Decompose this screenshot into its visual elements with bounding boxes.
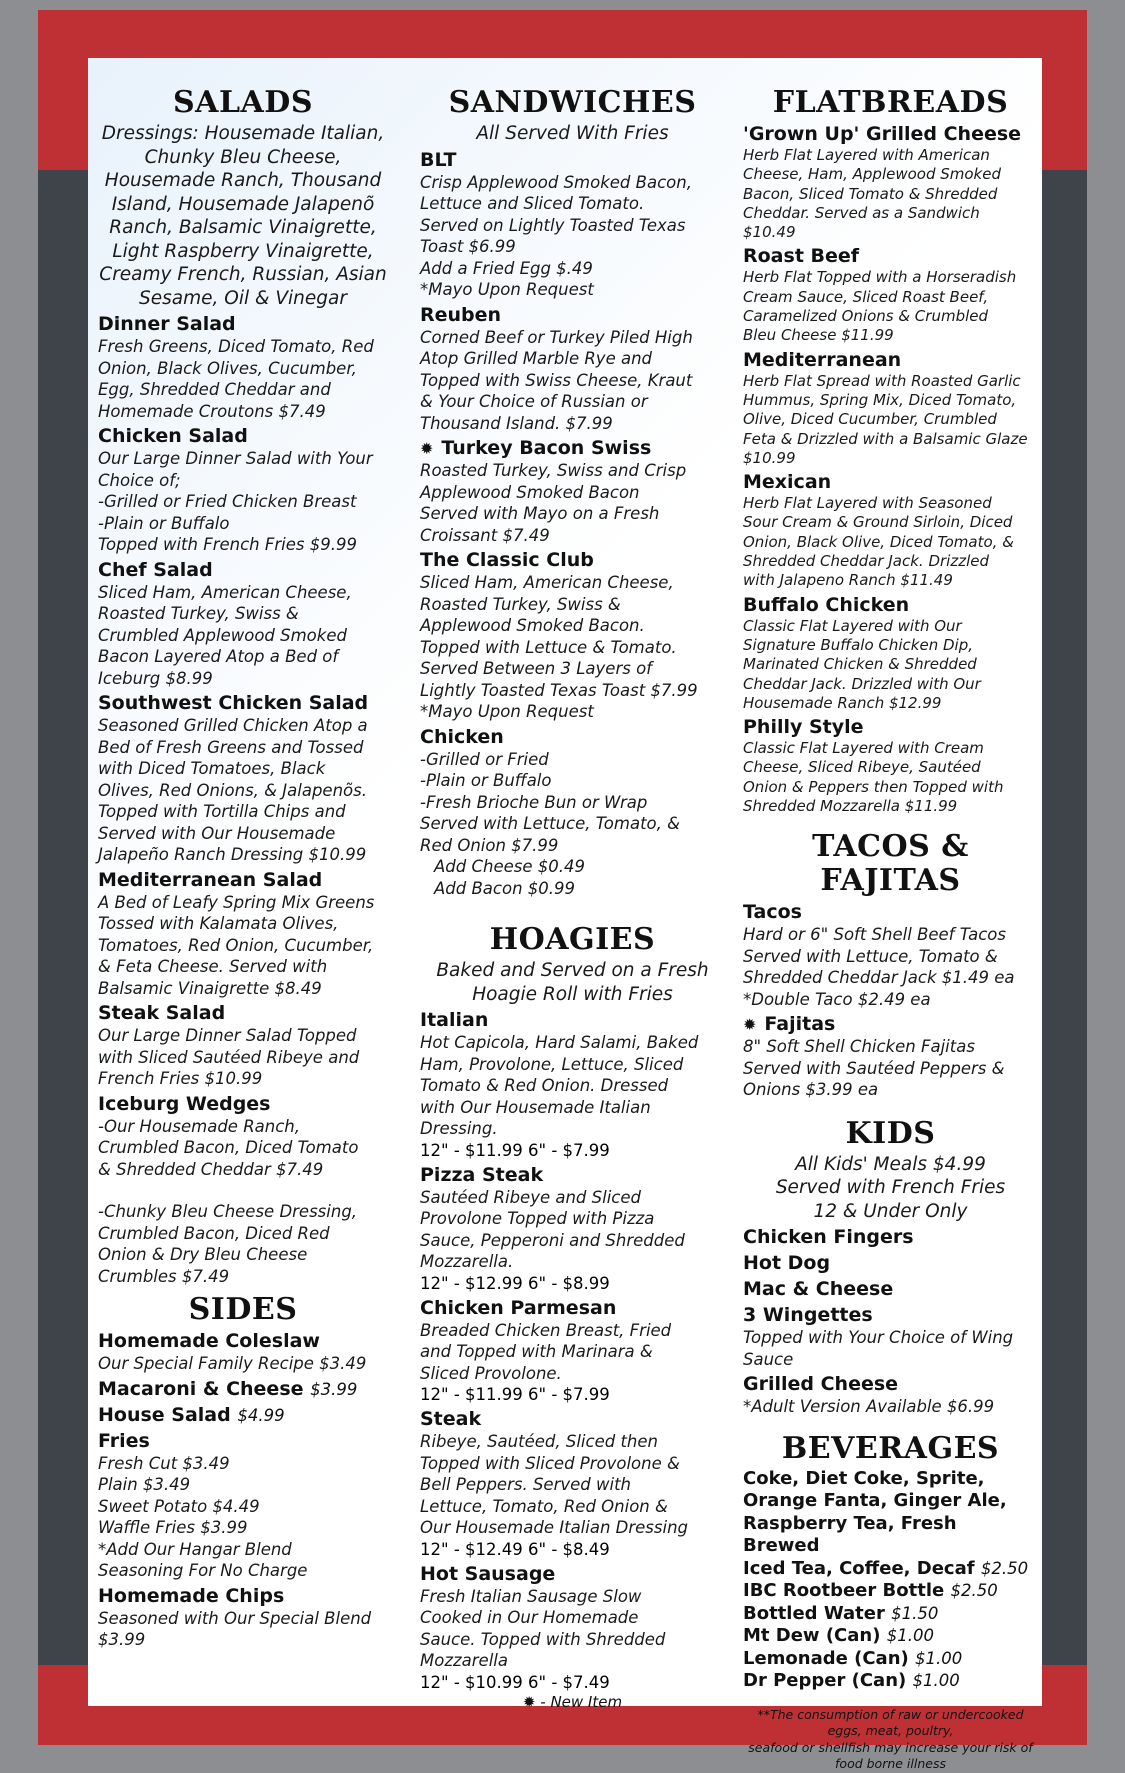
menu-item-description: Bacon Layered Atop a Bed of <box>98 647 339 666</box>
menu-item-description: Our Housemade Italian Dressing <box>420 1518 689 1537</box>
menu-item-description: Seasoned Grilled Chicken Atop a <box>98 716 368 735</box>
menu-item-description: Sauce <box>743 1349 794 1369</box>
menu-item-title: Chicken Parmesan <box>420 1296 617 1319</box>
menu-item-title: Chicken Fingers <box>743 1226 914 1249</box>
kids-caption: Served with French Fries <box>775 1177 1006 1199</box>
menu-item-description: Bed of Fresh Greens and Tossed <box>98 737 364 757</box>
menu-item-description: Topped with Tortilla Chips and <box>98 802 346 821</box>
menu-item-title: 3 Wingettes <box>743 1304 873 1327</box>
beverage-name: Dr Pepper (Can) <box>743 1670 907 1692</box>
beverage-row <box>743 1603 1038 1626</box>
menu-item-name <box>743 1278 1038 1301</box>
menu-item-title: Iceburg Wedges <box>98 1092 271 1115</box>
menu-item-description: Shredded Cheddar Jack. Drizzled <box>743 552 989 571</box>
menu-item-description: Crisp Applewood Smoked Bacon, <box>420 172 692 192</box>
menu-item-description: Served Between 3 Layers of <box>420 659 652 678</box>
menu-item-description: Signature Buffalo Chicken Dip, <box>743 635 973 654</box>
beverage-row <box>743 1580 1038 1603</box>
menu-item-description: Topped with French Fries $9.99 <box>98 535 357 554</box>
menu-item-name <box>98 1093 388 1116</box>
menu-item-description: Served with Lettuce, Tomato & <box>743 946 998 966</box>
menu-item-description: Onion & Dry Bleu Cheese <box>98 1245 308 1264</box>
menu-item-description: Jalapeño Ranch Dressing $10.99 <box>98 845 367 864</box>
star-burst-icon: ✹ <box>420 439 434 458</box>
menu-item-description: Served with Mayo on a Fresh <box>420 504 660 523</box>
beverage-name: Coke, Diet Coke, Sprite, <box>743 1467 985 1489</box>
menu-item-name <box>420 1563 725 1586</box>
menu-item-description: Balsamic Vinaigrette $8.49 <box>98 978 322 998</box>
menu-item-description: Roasted Turkey, Swiss and Crisp <box>420 461 687 480</box>
menu-item-title: Dinner Salad <box>98 313 236 335</box>
menu-item-name <box>98 1378 388 1401</box>
menu-item-description: Fresh Italian Sausage Slow <box>420 1586 642 1606</box>
menu-item-description: Served on Lightly Toasted Texas <box>420 215 686 235</box>
menu-item-description: Roasted Turkey, Swiss & <box>98 604 299 623</box>
menu-item-description: Olives, Red Onions, & Jalapenõs. <box>98 780 367 800</box>
hoagie-items <box>420 1009 725 1693</box>
menu-item-description: Feta & Drizzled with a Balsamic Glaze <box>743 429 1028 448</box>
menu-item-description: Herb Flat Topped with a Horseradish <box>743 268 1017 287</box>
menu-item-description: Thousand Island. $7.99 <box>420 413 613 433</box>
disclaimer-line: seafood or shellfish may increase your risk of <box>748 1739 1033 1755</box>
salad-items <box>98 313 388 1287</box>
menu-item-title: Fries <box>98 1429 150 1452</box>
menu-item-name <box>98 1002 388 1025</box>
menu-item-title: House Salad <box>98 1403 231 1426</box>
menu-item-description: Toast $6.99 <box>420 237 516 256</box>
menu-item-title: Pizza Steak <box>420 1163 544 1186</box>
star-burst-icon: ✹ <box>522 1692 536 1711</box>
beverage-row <box>743 1648 1038 1671</box>
menu-item-description: Mozzarella <box>420 1651 508 1670</box>
menu-item-description: Sauce. Topped with Shredded <box>420 1629 666 1649</box>
menu-item-title: Roast Beef <box>743 245 860 268</box>
menu-item-title: Mediterranean <box>743 348 902 371</box>
beverage-row <box>743 1625 1038 1648</box>
menu-item-description: Tossed with Kalamata Olives, <box>98 914 339 933</box>
kids-items <box>743 1226 1038 1418</box>
sandwiches-subtitle: All Served With Fries <box>476 123 669 144</box>
menu-item-name <box>743 1252 1038 1275</box>
menu-item-description: Iceburg $8.99 <box>98 668 213 688</box>
menu-item-sizes: 12" - $11.99 6" - $7.99 <box>420 1140 610 1160</box>
menu-item-description: A Bed of Leafy Spring Mix Greens <box>98 892 375 912</box>
beverage-row <box>743 1513 1038 1558</box>
section-title-beverages: BEVERAGES <box>781 1430 1000 1466</box>
beverage-price: $1.00 <box>915 1648 963 1668</box>
menu-item-description: Cheese, Sliced Ribeye, Sautéed <box>743 758 981 777</box>
sandwich-items <box>420 149 725 900</box>
beverage-name: Orange Fanta, Ginger Ale, <box>743 1490 1007 1512</box>
menu-item-description: Herb Flat Spread with Roasted Garlic <box>743 371 1021 390</box>
menu-item-description: -Grilled or Fried Chicken Breast <box>98 492 357 511</box>
menu-item-sizes: 12" - $11.99 6" - $7.99 <box>420 1385 610 1404</box>
section-title-kids: KIDS <box>845 1115 936 1151</box>
menu-item-description: Choice of; <box>98 470 181 490</box>
section-title-sides: SIDES <box>188 1292 298 1327</box>
menu-item-description: French Fries $10.99 <box>98 1069 263 1088</box>
menu-item-description: Shredded Cheddar Jack $1.49 ea <box>743 968 1015 988</box>
menu-item-description: Topped with Swiss Cheese, Kraut <box>420 370 693 390</box>
menu-item-description: Herb Flat Layered with Seasoned <box>743 494 992 513</box>
menu-item-title: Homemade Chips <box>98 1584 285 1607</box>
menu-item-title: Mexican <box>743 471 832 494</box>
menu-item-description: Onions $3.99 ea <box>743 1080 879 1100</box>
new-item-legend: ✹ - New Item <box>522 1692 623 1711</box>
flatbread-items <box>743 123 1038 816</box>
menu-item-description: Classic Flat Layered with Our <box>743 616 962 635</box>
menu-item-description: Herb Flat Layered with American <box>743 146 990 164</box>
menu-item-description: Onion, Black Olives, Cucumber, <box>98 358 357 378</box>
menu-item-description: Mozzarella. <box>420 1252 514 1271</box>
menu-item-description: Ribeye, Sautéed, Sliced then <box>420 1432 658 1451</box>
menu-item-title: Grilled Cheese <box>743 1373 899 1396</box>
menu-item-description: & Shredded Cheddar $7.49 <box>98 1159 324 1179</box>
menu-item-description: Waffle Fries $3.99 <box>98 1518 248 1537</box>
menu-item-description: and Topped with Marinara & <box>420 1342 653 1361</box>
beverage-row <box>743 1468 1038 1491</box>
menu-item-description: Onion, Black Olive, Diced Tomato, & <box>743 532 1014 551</box>
menu-item-description: Topped with Your Choice of Wing <box>743 1328 1014 1348</box>
menu-item-title: Philly Style <box>743 716 864 739</box>
menu-item-description: Sliced Provolone. <box>420 1363 562 1383</box>
menu-item-description: Our Large Dinner Salad with Your <box>98 449 373 468</box>
menu-item-title: Italian <box>420 1009 489 1031</box>
column-middle <box>420 86 725 1711</box>
column-right <box>743 86 1038 1773</box>
menu-item-description: Hot Capicola, Hard Salami, Baked <box>420 1033 699 1052</box>
menu-item-description: Seasoned with Our Special Blend <box>98 1608 372 1628</box>
menu-item-description: Housemade Ranch $12.99 <box>743 693 942 712</box>
menu-item-title: Macaroni & Cheese <box>98 1377 304 1400</box>
menu-item-name <box>98 313 388 336</box>
menu-item-name <box>98 692 388 715</box>
menu-item-description: Sautéed Ribeye and Sliced <box>420 1187 641 1207</box>
kids-captions <box>743 1153 1038 1224</box>
menu-item-description: 8" Soft Shell Chicken Fajitas <box>743 1037 975 1057</box>
menu-item-description: Lettuce and Sliced Tomato. <box>420 194 645 213</box>
menu-item-description: Homemade Croutons $7.49 <box>98 401 326 421</box>
section-title-hoagies: HOAGIES <box>489 922 656 957</box>
menu-item-description: Served with Sautéed Peppers & <box>743 1058 1005 1078</box>
menu-item-description: Caramelized Onions & Crumbled <box>743 307 989 326</box>
menu-item-name <box>98 869 388 892</box>
menu-item-description: Dressing. <box>420 1119 498 1138</box>
menu-item-description: Sliced Ham, American Cheese, <box>420 573 674 592</box>
menu-item-description: Crumbled Bacon, Diced Tomato <box>98 1138 359 1157</box>
menu-item-title: Steak Salad <box>98 1002 226 1024</box>
menu-item-title: Fajitas <box>764 1013 836 1036</box>
star-burst-icon: ✹ <box>743 1015 757 1035</box>
beverage-price: $1.00 <box>912 1671 960 1691</box>
menu-item-title: Hot Sausage <box>420 1562 556 1585</box>
menu-item-description: Sauce, Pepperoni and Shredded <box>420 1230 685 1250</box>
menu-item-name <box>420 304 725 327</box>
menu-item-name <box>420 1408 725 1431</box>
menu-item-description: Crumbled Applewood Smoked <box>98 625 347 645</box>
menu-item-description: Plain $3.49 <box>98 1475 191 1494</box>
menu-item-description: Bell Peppers. Served with <box>420 1475 632 1494</box>
menu-item-name <box>98 1430 388 1453</box>
menu-item-description: Provolone Topped with Pizza <box>420 1209 655 1228</box>
menu-item-description: Topped with Lettuce & Tomato. <box>420 637 677 657</box>
menu-item-name <box>743 1373 1038 1396</box>
menu-item-description: -Our Housemade Ranch, <box>98 1116 300 1136</box>
menu-item-description: Seasoning For No Charge <box>98 1561 308 1580</box>
beverage-price: $1.00 <box>886 1626 934 1646</box>
menu-item-description: Crumbles $7.49 <box>98 1266 230 1286</box>
menu-item-addon: Add Cheese $0.49 <box>434 857 585 876</box>
menu-item-description: *Add Our Hangar Blend <box>98 1539 292 1559</box>
menu-item-description: Cooked in Our Homemade <box>420 1608 639 1627</box>
taco-items <box>743 901 1038 1101</box>
menu-item-title: Chef Salad <box>98 558 213 581</box>
menu-item-name <box>743 716 1038 739</box>
menu-item-price: $3.99 <box>310 1379 358 1399</box>
menu-item-title: 'Grown Up' Grilled Cheese <box>743 123 1022 145</box>
menu-item-description: with Jalapeno Ranch $11.49 <box>743 571 953 590</box>
beverage-row <box>743 1670 1038 1693</box>
menu-item-description: with Diced Tomatoes, Black <box>98 759 326 778</box>
menu-item-description: Bacon, Sliced Tomato & Shredded <box>743 184 998 203</box>
menu-item-description: Applewood Smoked Bacon <box>420 482 640 502</box>
menu-item-name <box>743 1304 1038 1327</box>
menu-item-description: Served with Our Housemade <box>98 823 336 843</box>
menu-item-description: Sliced Ham, American Cheese, <box>98 582 352 602</box>
menu-item-description: Tomato & Red Onion. Dressed <box>420 1076 669 1095</box>
menu-item-description: *Mayo Upon Request <box>420 280 594 299</box>
kids-caption: 12 & Under Only <box>813 1200 968 1222</box>
menu-item-title: Turkey Bacon Swiss <box>441 437 652 459</box>
menu-item-title: Mac & Cheese <box>743 1278 894 1301</box>
menu-item-name <box>743 349 1038 372</box>
menu-item-description: & Your Choice of Russian or <box>420 392 648 411</box>
menu-item-description: -Chunky Bleu Cheese Dressing, <box>98 1202 358 1221</box>
menu-item-description: Olive, Diced Cucumber, Crumbled <box>743 410 997 429</box>
menu-item-title: Tacos <box>743 901 802 924</box>
menu-item-description: Sweet Potato $4.49 <box>98 1496 260 1516</box>
menu-item-name <box>743 594 1038 617</box>
menu-item-description: Cream Sauce, Sliced Roast Beef, <box>743 287 989 306</box>
menu-item-description: Applewood Smoked Bacon. <box>420 616 645 635</box>
kids-caption: All Kids' Meals $4.99 <box>795 1153 986 1175</box>
menu-item-description: Shredded Mozzarella $11.99 <box>743 797 958 816</box>
menu-item-title: Chicken Salad <box>98 425 248 447</box>
menu-item-name <box>420 549 725 572</box>
beverage-price: $2.50 <box>950 1581 998 1601</box>
menu-item-description: Our Large Dinner Salad Topped <box>98 1026 357 1045</box>
section-title-sandwiches: SANDWICHES <box>448 85 697 120</box>
menu-item-title: Steak <box>420 1408 482 1430</box>
menu-item-name <box>743 471 1038 494</box>
menu-page <box>88 58 1042 1772</box>
menu-item-description: Topped with Sliced Provolone & <box>420 1453 680 1473</box>
menu-item-description: Fresh Greens, Diced Tomato, Red <box>98 337 374 356</box>
menu-item-description: Hummus, Spring Mix, Diced Tomato, <box>743 390 1017 409</box>
menu-item-description: Hard or 6" Soft Shell Beef Tacos <box>743 925 1006 945</box>
menu-item-description: Tomatoes, Red Onion, Cucumber, <box>98 935 374 955</box>
menu-item-description: -Plain or Buffalo <box>420 771 552 790</box>
menu-item-name <box>420 1297 725 1320</box>
section-title-tacos: TACOS & FAJITAS <box>812 829 969 899</box>
beverage-row <box>743 1558 1038 1581</box>
menu-item-description: $10.99 <box>743 448 796 467</box>
menu-item-name <box>420 149 725 172</box>
section-title-flatbreads: FLATBREADS <box>772 85 1009 120</box>
menu-item-description: Cheese, Ham, Applewood Smoked <box>743 165 1001 184</box>
menu-item-name <box>420 1009 725 1032</box>
menu-item-title: Buffalo Chicken <box>743 593 910 616</box>
menu-item-description: -Fresh Brioche Bun or Wrap <box>420 792 648 812</box>
beverage-list <box>743 1468 1038 1693</box>
beverage-name: Lemonade (Can) <box>743 1647 909 1669</box>
menu-item-name <box>743 123 1038 146</box>
column-left <box>98 86 388 1651</box>
menu-item-description: Onion & Peppers then Topped with <box>743 777 1004 796</box>
menu-item-description: Roasted Turkey, Swiss & <box>420 594 621 614</box>
menu-item-title: BLT <box>420 148 457 171</box>
menu-item-title: The Classic Club <box>420 549 594 571</box>
food-safety-disclaimer <box>743 1707 1038 1773</box>
menu-item-description: $10.49 <box>743 223 796 242</box>
menu-item-description: Crumbled Bacon, Diced Red <box>98 1223 330 1243</box>
menu-item-description: Corned Beef or Turkey Piled High <box>420 327 693 347</box>
section-title-salads: SALADS <box>173 85 313 120</box>
menu-item-description: Lettuce, Tomato, Red Onion & <box>420 1496 668 1516</box>
side-items <box>98 1330 388 1651</box>
menu-item-description: Marinated Chicken & Shredded <box>743 655 977 674</box>
menu-item-name <box>98 1585 388 1608</box>
dressings-list: Dressings: Housemade Italian, Chunky Bleu Cheese, Housemade Ranch, Thousand Island, Housemade Jalapenõ Ranch, Balsamic Vinaigrette, Light Raspberry Vinaigrette, Creamy French, Russian, Asian Sesame, Oil & Vinegar <box>99 123 387 309</box>
disclaimer-line: eggs, meat, poultry, <box>827 1723 954 1739</box>
menu-item-name <box>98 425 388 448</box>
menu-item-description: *Double Taco $2.49 ea <box>743 989 931 1009</box>
menu-item-description: Sour Cream & Ground Sirloin, Diced <box>743 513 1013 532</box>
menu-item-description: with Our Housemade Italian <box>420 1097 651 1117</box>
menu-item-title: Mediterranean Salad <box>98 868 323 891</box>
menu-item-title: Homemade Coleslaw <box>98 1330 320 1352</box>
menu-item-description: Add a Fried Egg $.49 <box>420 258 593 278</box>
menu-item-name <box>743 1226 1038 1249</box>
beverage-name: Iced Tea, Coffee, Decaf <box>743 1557 975 1579</box>
menu-item-description: Croissant $7.49 <box>420 525 550 545</box>
menu-item-name <box>420 437 725 460</box>
menu-item-description: Ham, Provolone, Lettuce, Sliced <box>420 1054 684 1074</box>
beverage-row <box>743 1490 1038 1513</box>
menu-item-name <box>743 245 1038 268</box>
menu-item-description: Breaded Chicken Breast, Fried <box>420 1320 672 1340</box>
menu-item-name <box>743 901 1038 924</box>
beverage-price: $2.50 <box>980 1558 1029 1578</box>
menu-item-title: Chicken <box>420 725 504 748</box>
menu-item-description: $3.99 <box>98 1630 146 1649</box>
menu-item-description: Fresh Cut $3.49 <box>98 1453 230 1473</box>
menu-item-description: with Sliced Sautéed Ribeye and <box>98 1047 360 1067</box>
menu-item-name <box>98 1404 388 1427</box>
menu-item-addon: Add Bacon $0.99 <box>434 878 576 898</box>
menu-item-description: *Adult Version Available $6.99 <box>743 1397 995 1417</box>
menu-item-description: Cheddar. Served as a Sandwich <box>743 203 980 222</box>
menu-item-description: Classic Flat Layered with Cream <box>743 739 984 758</box>
menu-item-description: Cheddar Jack. Drizzled with Our <box>743 674 981 693</box>
menu-item-name <box>743 1013 1038 1036</box>
line-spacer <box>98 1180 388 1201</box>
menu-item-sizes: 12" - $10.99 6" - $7.49 <box>420 1672 610 1692</box>
menu-item-name <box>98 1330 388 1353</box>
menu-item-name <box>98 559 388 582</box>
menu-item-description: Bleu Cheese $11.99 <box>743 326 894 345</box>
menu-item-description: Our Special Family Recipe $3.49 <box>98 1354 367 1373</box>
menu-item-description: Served with Lettuce, Tomato, & <box>420 814 680 833</box>
menu-item-description: Egg, Shredded Cheddar and <box>98 380 331 399</box>
menu-item-price: $4.99 <box>237 1405 285 1425</box>
beverage-name: IBC Rootbeer Bottle <box>743 1580 945 1602</box>
menu-item-name <box>420 1164 725 1187</box>
menu-item-name <box>420 726 725 749</box>
menu-item-description: Red Onion $7.99 <box>420 835 559 855</box>
menu-item-description: *Mayo Upon Request <box>420 702 594 721</box>
beverage-name: Bottled Water <box>743 1602 885 1624</box>
menu-item-description: Lightly Toasted Texas Toast $7.99 <box>420 680 698 700</box>
beverage-price: $1.50 <box>891 1603 939 1623</box>
hoagies-subtitle: Baked and Served on a Fresh Hoagie Roll with Fries <box>436 960 709 1005</box>
disclaimer-line: **The consumption of raw or undercooked <box>757 1706 1024 1722</box>
beverage-name: Mt Dew (Can) <box>743 1625 881 1647</box>
menu-item-description: Atop Grilled Marble Rye and <box>420 349 653 368</box>
menu-item-title: Reuben <box>420 303 502 326</box>
menu-item-description: -Plain or Buffalo <box>98 513 230 533</box>
menu-frame <box>38 10 1087 1772</box>
beverage-name: Raspberry Tea, Fresh Brewed <box>743 1512 957 1557</box>
disclaimer-line: food borne illness <box>835 1756 946 1772</box>
menu-item-description: & Feta Cheese. Served with <box>98 957 328 976</box>
menu-item-title: Southwest Chicken Salad <box>98 692 369 714</box>
menu-item-title: Hot Dog <box>743 1252 831 1275</box>
menu-item-description: -Grilled or Fried <box>420 749 549 769</box>
menu-item-sizes: 12" - $12.49 6" - $8.49 <box>420 1539 610 1559</box>
menu-item-sizes: 12" - $12.99 6" - $8.99 <box>420 1273 610 1293</box>
